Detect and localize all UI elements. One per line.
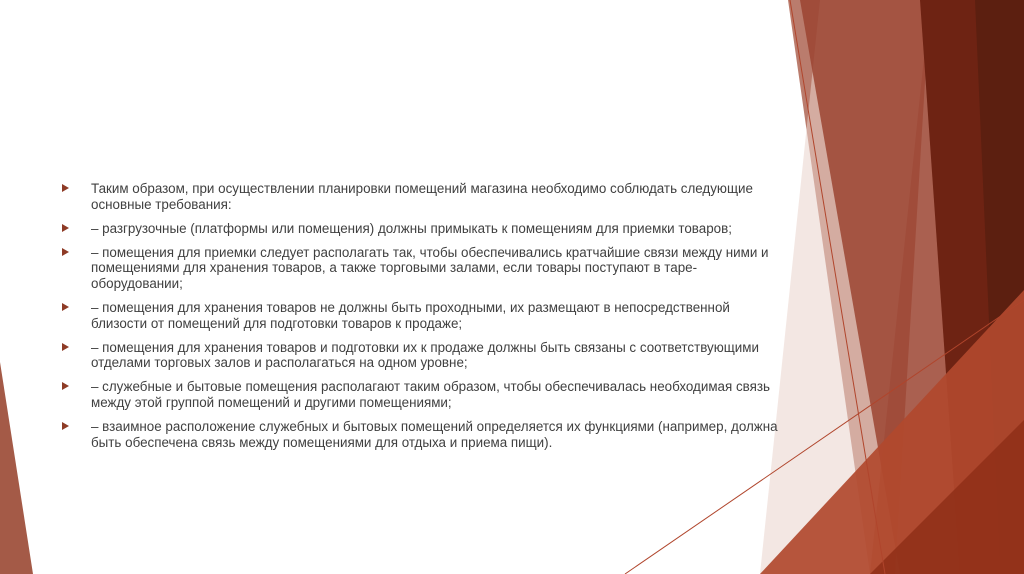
bullet-arrow-icon: [62, 248, 69, 256]
bullet-arrow-icon: [62, 422, 69, 430]
bullet-item: [62, 181, 782, 212]
bullet-text: – разгрузочные (платформы или помещения) должны примыкать к помещениям для приемки товаров;: [91, 220, 732, 236]
bullet-item: [62, 379, 782, 410]
bullet-text: – служебные и бытовые помещения располагают таким образом, чтобы обеспечивалась необходимая связь между этой группой помещений и другими помещениями;: [91, 379, 770, 411]
bullet-text: – помещения для хранения товаров и подготовки их к продаже должны быть связаны с соответствующими отделами торговых залов и располагаться на одном уровне;: [91, 339, 759, 371]
bullet-item: [62, 245, 782, 292]
slide-content: [62, 181, 782, 459]
bullet-text: – помещения для хранения товаров не должны быть проходными, их размещают в непосредственной близости от помещений для подготовки товаров к продаже;: [91, 300, 730, 331]
bullet-arrow-icon: [62, 224, 69, 232]
bullet-item: [62, 340, 782, 371]
bullet-text: – взаимное расположение служебных и бытовых помещений определяется их функциями (например, должна быть обеспечена связь между помещениями для отдыха и приема пищи).: [91, 419, 778, 450]
bullet-arrow-icon: [62, 303, 69, 311]
bullet-item: [62, 300, 782, 331]
bullet-arrow-icon: [62, 343, 69, 351]
bullet-text: Таким образом, при осуществлении планировки помещений магазина необходимо соблюдать следующие основные требования:: [91, 181, 753, 212]
bullet-arrow-icon: [62, 184, 69, 192]
bullet-item: [62, 221, 782, 237]
bullet-text: – помещения для приемки следует располагать так, чтобы обеспечивались кратчайшие связи между ними и помещениями для хранения товаров, а также торговыми залами, если товары поступают в таре-оборудовании;: [91, 244, 769, 291]
bullet-arrow-icon: [62, 382, 69, 390]
bullet-item: [62, 419, 782, 450]
left-edge-strip: [0, 362, 33, 574]
